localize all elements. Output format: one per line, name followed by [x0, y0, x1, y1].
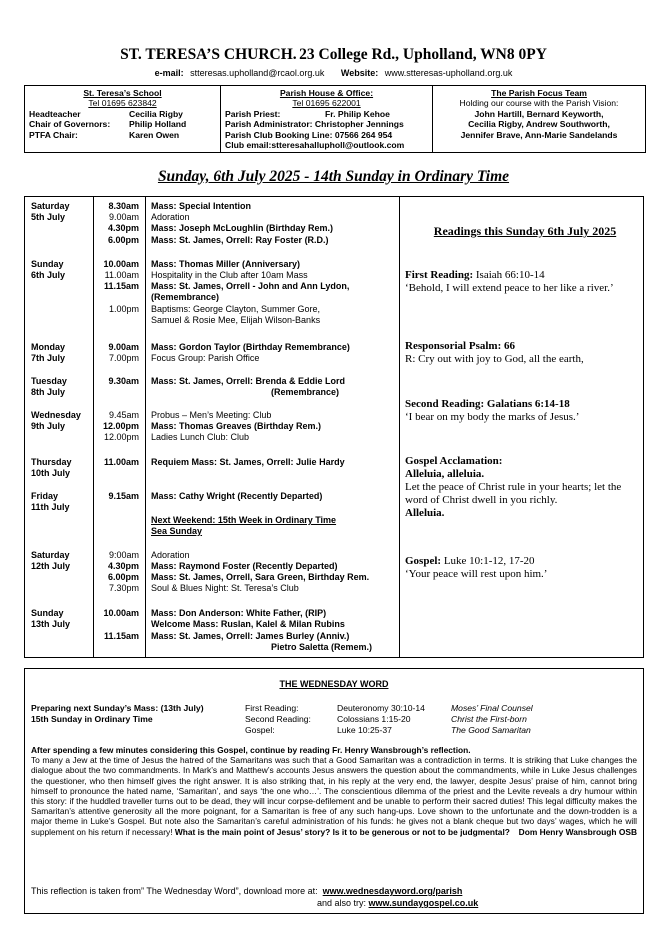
entry-text: Mass: St. James, Orrell, Sara Green, Birthday Rem.: [151, 572, 370, 582]
entry-text: (Remembrance): [151, 292, 220, 302]
prep-refs: Deuteronomy 30:10-14 Colossians 1:15-20 Luke 10:25-37: [337, 703, 425, 735]
focus-members: Jennifer Brave, Ann-Marie Sandelands: [460, 129, 618, 140]
email-label: e-mail:: [154, 68, 184, 78]
mass-schedule: [24, 196, 644, 658]
website-link[interactable]: www.stteresas-upholland.org.uk: [384, 68, 513, 78]
divider: [93, 197, 94, 657]
day-label: Sunday 13th July: [31, 608, 71, 629]
office-club-email: Club email:stteresahallupholl@outlook.com: [225, 140, 405, 151]
office-booking: Parish Club Booking Line: 07566 264 954: [225, 129, 393, 140]
entry-text: Next Weekend: 15th Week in Ordinary Time: [151, 515, 337, 525]
entry-text: Welcome Mass: Ruslan, Kalel & Milan Rubins: [151, 619, 345, 629]
school-row: Headteacher Cecilia Rigby: [29, 108, 183, 119]
entry-text: Adoration: [151, 550, 190, 560]
entry-time: 9.00am: [108, 212, 139, 222]
divider: [399, 197, 400, 657]
day-label: Wednesday 9th July: [31, 410, 81, 431]
focus-panel: [433, 86, 645, 152]
focus-intro: Holding our course with the Parish Vision:: [459, 98, 619, 109]
entry-text: Mass: Don Anderson: White Father, (RIP): [151, 608, 327, 618]
focus-title: The Parish Focus Team: [491, 88, 587, 98]
readings-panel: [401, 197, 637, 657]
footer-links: This reflection is taken from” The Wednesday Word”, download more at: www.wednesdayword.org/parish and also try: www.sundaygospel.co.uk: [31, 886, 479, 908]
day-label: Sunday 6th July: [31, 259, 66, 280]
entry-text: Baptisms: George Clayton, Summer Gore,: [151, 304, 321, 314]
entry-time: 12.00pm: [103, 432, 139, 442]
school-title: St. Teresa’s School: [83, 88, 162, 98]
entry-text: Mass: Thomas Miller (Anniversary): [151, 259, 301, 269]
contact-line: [0, 68, 667, 78]
gospel: Gospel: Luke 10:1-12, 17-20 ‘Your peace will rest upon him.’: [405, 555, 548, 580]
entry-text: Mass: Gordon Taylor (Birthday Remembrance): [151, 342, 350, 352]
office-title: Parish House & Office:: [279, 88, 374, 98]
focus-members: John Hartill, Bernard Keyworth,: [474, 108, 604, 119]
church-address: 23 College Rd., Upholland, WN8 0PY: [299, 46, 547, 63]
day-label: Friday 11th July: [31, 491, 70, 512]
prep-heading: Preparing next Sunday’s Mass: (13th July) 15th Sunday in Ordinary Time: [31, 703, 204, 724]
entry-time: 6.00pm: [107, 235, 139, 245]
first-reading: First Reading: Isaiah 66:10-14 ‘Behold, I will extend peace to her like a river.’: [405, 269, 614, 294]
office-phone[interactable]: Tel 01695 622001: [292, 98, 361, 109]
entry-text: Mass: St. James, Orrell - John and Ann Lydon,: [151, 281, 350, 291]
reflection-text: After spending a few minutes considering this Gospel, continue by reading Fr. Henry Wansbrough’s reflection. To many a Jew at the time of Jesus the hatred of the Samaritans was such that a Good Samaritan was a contradiction in terms. It is striking that Luke changes the dialogue about the two commandments. In Mark’s and Matthew’s accounts Jesus answers the question about the commandments, while in Luke Jesus challenges the questioner, who then himself gives the right answer. It is also striking that, in his reply at the very end, the lawyer, despite Jesus’ praise of him, cannot bring himself to pronounce the hated name, ‘Samaritan’, and says ‘the one who…’. The conscientious dilemma of the priest and the Levite reveals a dry humour within this story: if the huddled traveller turns out to be dead, they will incur corpse-defilement and be unable to perform their sacred duties! This legal difficulty makes the Samaritan’s attentive generosity all the more poignant, for a Samaritan is free of any such hang-ups. Love shown to the unfortunate and the down-trodden is a major theme in Luke’s Gospel. But note also the Samaritan’s careful administration of his funds: he gives not a blank cheque but two days’ wages, which he will supplement on his return if necessary! What is the main point of Jesus’ story? Is it to be generous or not to be judgmental? Dom Henry Wansbrough OSB: [31, 745, 637, 837]
gospel-acclamation: Gospel Acclamation: Alleluia, alleluia. Let the peace of Christ rule in your hearts; let the word of Christ dwell in you richly. Alleluia.: [405, 455, 622, 519]
day-label: Thursday 10th July: [31, 457, 72, 478]
entry-text: Adoration: [151, 212, 190, 222]
entry-time: 11.15am: [103, 281, 139, 291]
entry-time: 4.30pm: [107, 561, 139, 571]
entry-time: 7.00pm: [108, 353, 139, 363]
entry-time: 9:00am: [108, 550, 139, 560]
office-admin: Parish Administrator: Christopher Jennings: [225, 119, 404, 130]
entry-text: Mass: Thomas Greaves (Birthday Rem.): [151, 421, 322, 431]
wednesday-word-box: [24, 668, 644, 914]
day-label: Tuesday 8th July: [31, 376, 67, 397]
second-reading: Second Reading: Galatians 6:14-18 ‘I bear on my body the marks of Jesus.’: [405, 398, 580, 423]
school-panel: [25, 86, 221, 152]
day-label: Saturday 5th July: [31, 201, 70, 222]
school-row: PTFA Chair: Karen Owen: [29, 129, 180, 140]
entry-time: 9.15am: [108, 491, 139, 501]
focus-members: Cecilia Rigby, Andrew Southworth,: [468, 119, 610, 130]
day-label: Saturday 12th July: [31, 550, 71, 571]
entry-time: 1.00pm: [108, 304, 139, 314]
entry-time: 10.00am: [103, 608, 139, 618]
school-row: Chair of Governors: Philip Holland: [29, 119, 187, 130]
entry-text: Mass: Raymond Foster (Recently Departed): [151, 561, 338, 571]
entry-text: Sea Sunday: [151, 526, 203, 536]
entry-text: Pietro Saletta (Remem.): [271, 642, 373, 652]
entry-time: 12.00pm: [102, 421, 139, 431]
entry-time: 11.15am: [103, 631, 139, 641]
entry-time: 4.30pm: [107, 223, 139, 233]
entry-time: 11.00am: [104, 270, 139, 280]
entry-text: Samuel & Rosie Mee, Elijah Wilson-Banks: [151, 315, 321, 325]
readings-title: Readings this Sunday 6th July 2025: [433, 224, 617, 238]
info-box: [24, 85, 646, 153]
entry-time: 7.30pm: [108, 583, 139, 593]
entry-text: Focus Group: Parish Office: [151, 353, 260, 363]
reflection-signature: Dom Henry Wansbrough OSB: [518, 826, 637, 837]
entry-time: 9.30am: [108, 376, 139, 386]
entry-text: Soul & Blues Night: St. Teresa’s Club: [151, 583, 299, 593]
entry-text: Ladies Lunch Club: Club: [151, 432, 250, 442]
wednesday-word-link[interactable]: www.wednesdayword.org/parish: [322, 886, 463, 896]
entry-text: Hospitality in the Club after 10am Mass: [151, 270, 308, 280]
office-row: Parish Priest: Fr. Philip Kehoe: [225, 108, 390, 119]
entry-time: 8.30am: [108, 201, 139, 211]
entry-text: Mass: Joseph McLoughlin (Birthday Rem.): [151, 223, 334, 233]
entry-text: Mass: St. James, Orrell: Brenda & Eddie Lord: [151, 376, 346, 386]
psalm: Responsorial Psalm: 66 R: Cry out with joy to God, all the earth,: [405, 340, 584, 365]
divider: [145, 197, 146, 657]
entry-text: Mass: St. James, Orrell: Ray Foster (R.D.): [151, 235, 329, 245]
school-phone[interactable]: Tel 01695 623842: [88, 98, 157, 109]
entry-text: Mass: St. James, Orrell: James Burley (Anniv.): [151, 631, 350, 641]
prep-themes: Moses’ Final Counsel Christ the First-born The Good Samaritan: [451, 703, 533, 735]
office-panel: [221, 86, 433, 152]
sunday-gospel-link[interactable]: www.sundaygospel.co.uk: [368, 898, 479, 908]
day-label: Monday 7th July: [31, 342, 66, 363]
entry-text: (Remembrance): [271, 387, 340, 397]
website-label: Website:: [340, 68, 379, 78]
sunday-heading: Sunday, 6th July 2025 - 14th Sunday in Ordinary Time: [157, 168, 510, 185]
entry-time: 9.00am: [108, 342, 139, 352]
prep-labels: First Reading: Second Reading: Gospel:: [245, 703, 311, 735]
wednesday-word-title: THE WEDNESDAY WORD: [279, 679, 389, 689]
church-name: ST. TERESA’S CHURCH.: [120, 46, 297, 63]
email-link[interactable]: stteresas.upholland@rcaol.org.uk: [190, 68, 325, 78]
entry-time: 10.00am: [103, 259, 139, 269]
entry-text: Mass: Special Intention: [151, 201, 252, 211]
entry-text: Mass: Cathy Wright (Recently Departed): [151, 491, 323, 501]
entry-time: 11.00am: [103, 457, 139, 467]
entry-time: 9.45am: [108, 410, 139, 420]
entry-text: Requiem Mass: St. James, Orrell: Julie Hardy: [151, 457, 345, 467]
entry-text: Probus – Men’s Meeting: Club: [151, 410, 272, 420]
header-title: [0, 46, 667, 64]
entry-time: 6.00pm: [107, 572, 139, 582]
